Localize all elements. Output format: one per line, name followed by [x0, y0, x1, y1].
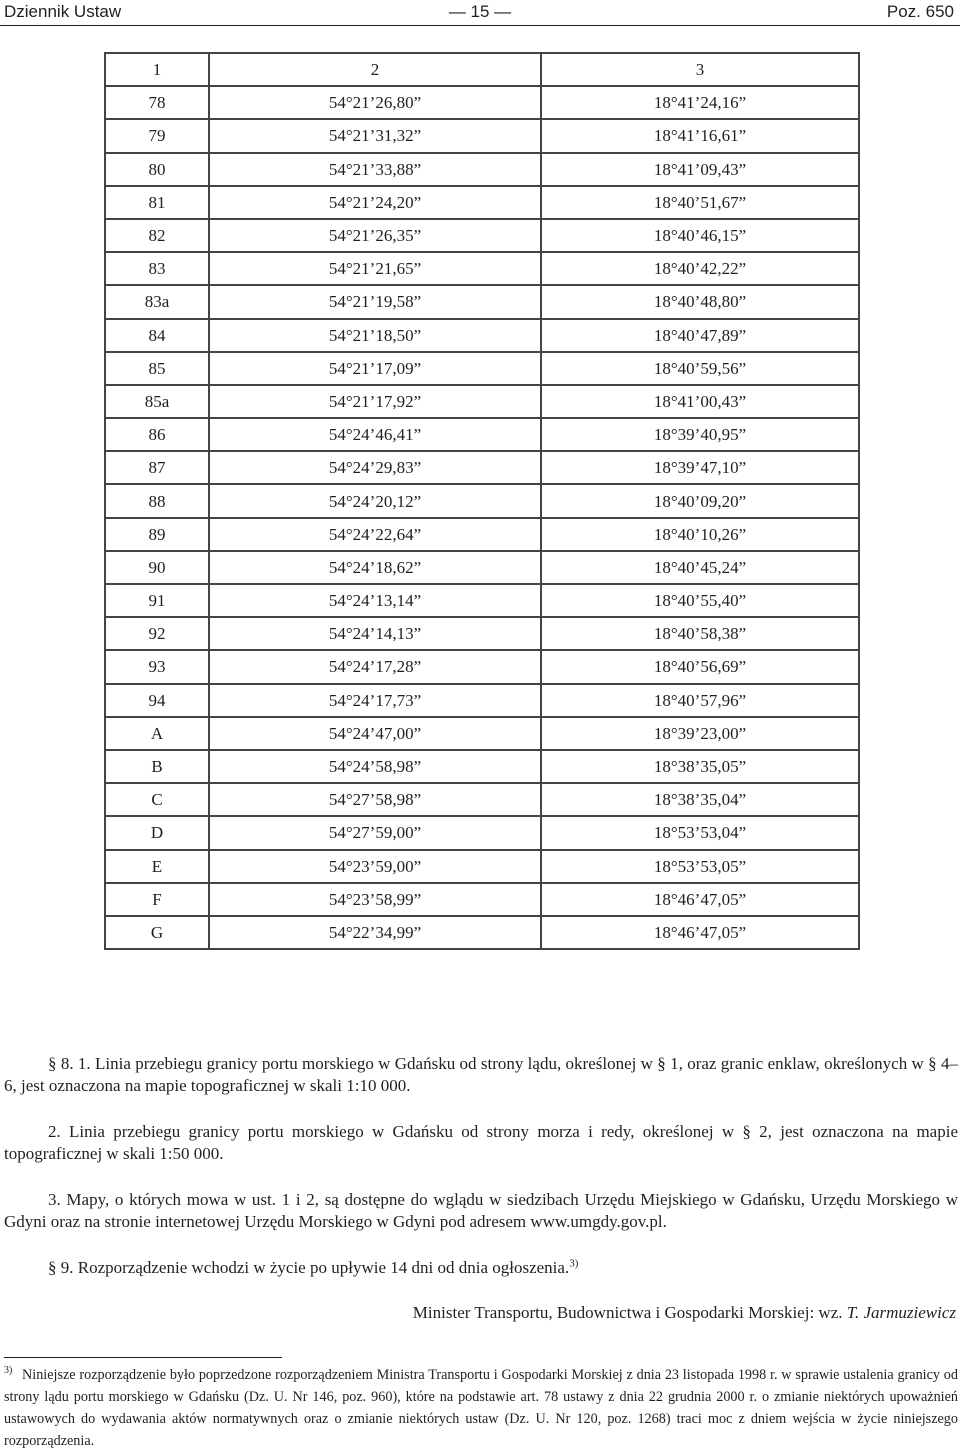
table-row: [105, 883, 859, 916]
latitude-cell: 54°24’22,64”: [209, 518, 541, 551]
paragraph-text: § 8. 1. Linia przebiegu granicy portu morskiego w Gdańsku od strony lądu, określonej w § 1, oraz granic enklaw, określonych w § 4–6, jest oznaczona na mapie topograficznej w skali 1:10 000.: [4, 1054, 958, 1095]
longitude-cell: 18°40’58,38”: [541, 617, 859, 650]
latitude-cell: 54°21’19,58”: [209, 285, 541, 318]
table-row: [105, 551, 859, 584]
longitude-cell: 18°39’23,00”: [541, 717, 859, 750]
latitude-cell: 54°27’58,98”: [209, 783, 541, 816]
longitude-cell: 18°41’00,43”: [541, 385, 859, 418]
latitude-cell: 54°24’13,14”: [209, 584, 541, 617]
table-row: [105, 153, 859, 186]
point-id-cell: 93: [105, 650, 209, 683]
longitude-cell: 18°53’53,04”: [541, 816, 859, 849]
point-id-cell: B: [105, 750, 209, 783]
longitude-cell: 18°41’16,61”: [541, 119, 859, 152]
latitude-cell: 54°21’18,50”: [209, 319, 541, 352]
table-row: [105, 518, 859, 551]
table-row: [105, 684, 859, 717]
paragraph-9: [4, 1257, 958, 1279]
point-id-cell: 82: [105, 219, 209, 252]
latitude-cell: 54°21’26,80”: [209, 86, 541, 119]
table-row: [105, 86, 859, 119]
table-row: [105, 650, 859, 683]
point-id-cell: 88: [105, 484, 209, 517]
latitude-cell: 54°21’31,32”: [209, 119, 541, 152]
longitude-cell: 18°53’53,05”: [541, 850, 859, 883]
signature: [413, 1303, 956, 1323]
page-header: [0, 0, 960, 26]
point-id-cell: 80: [105, 153, 209, 186]
latitude-cell: 54°21’17,92”: [209, 385, 541, 418]
paragraph-8-3: [4, 1189, 958, 1233]
point-id-cell: G: [105, 916, 209, 949]
point-id-cell: D: [105, 816, 209, 849]
point-id-cell: 89: [105, 518, 209, 551]
footnote-rule: [4, 1357, 282, 1358]
longitude-cell: 18°46’47,05”: [541, 916, 859, 949]
latitude-cell: 54°24’14,13”: [209, 617, 541, 650]
longitude-cell: 18°41’24,16”: [541, 86, 859, 119]
longitude-cell: 18°40’45,24”: [541, 551, 859, 584]
paragraph-text: 2. Linia przebiegu granicy portu morskiego w Gdańsku od strony morza i redy, określonej w § 2, jest oznaczona na mapie topograficznej w skali 1:50 000.: [4, 1122, 958, 1163]
table-row: [105, 319, 859, 352]
latitude-cell: 54°24’58,98”: [209, 750, 541, 783]
point-id-cell: 91: [105, 584, 209, 617]
longitude-cell: 18°39’47,10”: [541, 451, 859, 484]
latitude-cell: 54°24’18,62”: [209, 551, 541, 584]
point-id-cell: E: [105, 850, 209, 883]
point-id-cell: 79: [105, 119, 209, 152]
table-row: [105, 750, 859, 783]
longitude-cell: 18°41’09,43”: [541, 153, 859, 186]
footnote-text: Niniejsze rozporządzenie było poprzedzone rozporządzeniem Ministra Transportu i Gospodarki Morskiej z dnia 23 listopada 1998 r. w sprawie ustalenia granicy od strony lądu portu morskiego w Gdańsku (Dz. U. Nr 146, poz. 960), które na podstawie art. 78 ustawy z dnia 22 grudnia 2000 r. o zmianie niektórych upoważnień ustawowych do wydawania aktów normatywnych oraz o zmianie niektórych ustaw (Dz. U. Nr 120, poz. 1268) traci moc z dniem wejścia w życie niniejszego rozporządzenia.: [4, 1367, 958, 1449]
paragraph-text: § 9. Rozporządzenie wchodzi w życie po upływie 14 dni od dnia ogłoszenia.: [48, 1258, 570, 1277]
column-header: 3: [541, 53, 859, 86]
longitude-cell: 18°40’55,40”: [541, 584, 859, 617]
table-row: [105, 451, 859, 484]
point-id-cell: 90: [105, 551, 209, 584]
table-row: [105, 252, 859, 285]
longitude-cell: 18°40’42,22”: [541, 252, 859, 285]
point-id-cell: 85a: [105, 385, 209, 418]
latitude-cell: 54°21’17,09”: [209, 352, 541, 385]
longitude-cell: 18°40’10,26”: [541, 518, 859, 551]
longitude-cell: 18°38’35,04”: [541, 783, 859, 816]
column-header: 2: [209, 53, 541, 86]
table-row: [105, 484, 859, 517]
journal-title: Dziennik Ustaw: [4, 2, 122, 21]
table-row: [105, 219, 859, 252]
latitude-cell: 54°24’20,12”: [209, 484, 541, 517]
table-row: [105, 783, 859, 816]
paragraph-8-1: [4, 1053, 958, 1097]
point-id-cell: 87: [105, 451, 209, 484]
point-id-cell: 78: [105, 86, 209, 119]
longitude-cell: 18°40’51,67”: [541, 186, 859, 219]
longitude-cell: 18°40’48,80”: [541, 285, 859, 318]
table-row: [105, 186, 859, 219]
table-row: [105, 816, 859, 849]
table-row: [105, 385, 859, 418]
point-id-cell: 92: [105, 617, 209, 650]
signatory-role: Minister Transportu, Budownictwa i Gospodarki Morskiej: wz.: [412, 1303, 843, 1322]
table-row: [105, 352, 859, 385]
table-row: [105, 584, 859, 617]
longitude-cell: 18°40’59,56”: [541, 352, 859, 385]
table-row: [105, 850, 859, 883]
table-row: [105, 617, 859, 650]
header-rule: [0, 25, 960, 26]
longitude-cell: 18°38’35,05”: [541, 750, 859, 783]
point-id-cell: 84: [105, 319, 209, 352]
position-number: Poz. 650: [886, 2, 954, 21]
latitude-cell: 54°21’21,65”: [209, 252, 541, 285]
table-row: [105, 119, 859, 152]
paragraph-text: 3. Mapy, o których mowa w ust. 1 i 2, są dostępne do wglądu w siedzibach Urzędu Miejskiego w Gdańsku, Urzędu Morskiego w Gdyni oraz na stronie internetowej Urzędu Morskiego w Gdyni pod adresem www.umgdy.gov.pl.: [4, 1190, 958, 1231]
latitude-cell: 54°27’59,00”: [209, 816, 541, 849]
signatory-name: T. Jarmuziewicz: [846, 1303, 956, 1322]
table-header-row: [105, 53, 859, 86]
point-id-cell: 85: [105, 352, 209, 385]
point-id-cell: F: [105, 883, 209, 916]
latitude-cell: 54°21’24,20”: [209, 186, 541, 219]
latitude-cell: 54°23’58,99”: [209, 883, 541, 916]
table-row: [105, 916, 859, 949]
point-id-cell: C: [105, 783, 209, 816]
point-id-cell: 81: [105, 186, 209, 219]
longitude-cell: 18°40’09,20”: [541, 484, 859, 517]
coordinates-table: [104, 52, 860, 950]
latitude-cell: 54°22’34,99”: [209, 916, 541, 949]
latitude-cell: 54°24’29,83”: [209, 451, 541, 484]
point-id-cell: 86: [105, 418, 209, 451]
column-header: 1: [105, 53, 209, 86]
latitude-cell: 54°24’46,41”: [209, 418, 541, 451]
footnote-reference: 3): [569, 1257, 579, 1270]
table-row: [105, 418, 859, 451]
point-id-cell: 94: [105, 684, 209, 717]
footnote: 3) Niniejsze rozporządzenie było poprzedzone rozporządzeniem Ministra Transportu i Gospodarki Morskiej z dnia 23 listopada 1998 r. w sprawie ustalenia granicy od strony lądu portu morskiego w Gdańsku (Dz. U. Nr 146, poz. 960), które na podstawie art. 78 ustawy z dnia 22 grudnia 2000 r. o zmianie niektórych upoważnień ustawowych do wydawania aktów normatywnych oraz o zmianie niektórych ustaw (Dz. U. Nr 120, poz. 1268) traci moc z dniem wejścia w życie niniejszego rozporządzenia.: [4, 1365, 958, 1449]
longitude-cell: 18°40’47,89”: [541, 319, 859, 352]
longitude-cell: 18°46’47,05”: [541, 883, 859, 916]
longitude-cell: 18°40’46,15”: [541, 219, 859, 252]
longitude-cell: 18°39’40,95”: [541, 418, 859, 451]
longitude-cell: 18°40’56,69”: [541, 650, 859, 683]
latitude-cell: 54°24’17,73”: [209, 684, 541, 717]
latitude-cell: 54°24’17,28”: [209, 650, 541, 683]
page-number: — 15 —: [448, 2, 512, 21]
table-row: [105, 285, 859, 318]
table-row: [105, 717, 859, 750]
longitude-cell: 18°40’57,96”: [541, 684, 859, 717]
point-id-cell: A: [105, 717, 209, 750]
latitude-cell: 54°24’47,00”: [209, 717, 541, 750]
point-id-cell: 83: [105, 252, 209, 285]
latitude-cell: 54°23’59,00”: [209, 850, 541, 883]
point-id-cell: 83a: [105, 285, 209, 318]
latitude-cell: 54°21’26,35”: [209, 219, 541, 252]
paragraph-8-2: [4, 1121, 958, 1165]
latitude-cell: 54°21’33,88”: [209, 153, 541, 186]
